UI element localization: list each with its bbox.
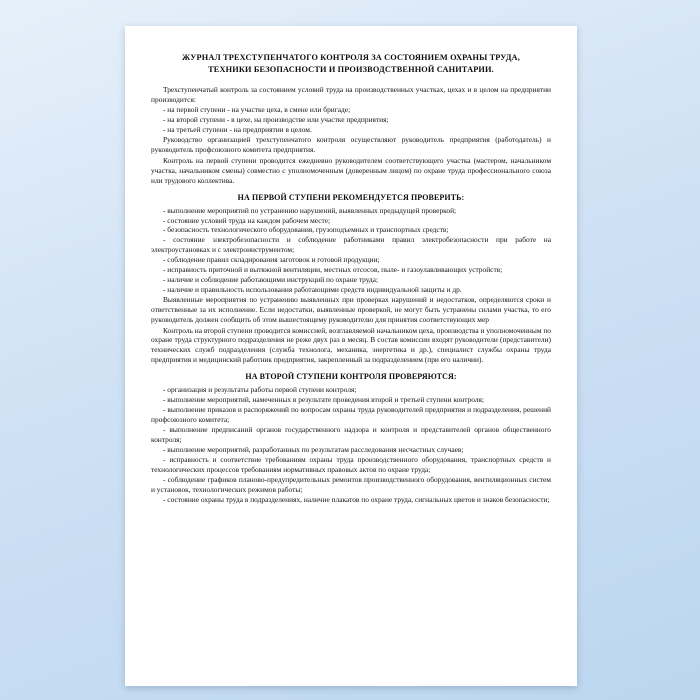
section-one-after-paragraph-1: Выявленные мероприятия по устранению выявленных при проверках нарушений и недостатков, определяются сроки и ответственные за их исполнение. Если недостатки, выявленные проверкой, не могут быть устранены силами участка, то его руководитель должен сообщить об этом вышестоящему руководителю для принятия соответствующих мер bbox=[151, 295, 551, 325]
section-two-item-8: - состояние охраны труда в подразделениях, наличие плакатов по охране труда, сигнальных цветов и знаков безопасности; bbox=[163, 494, 550, 504]
document-title-line-1: ЖУРНАЛ ТРЕХСТУПЕНЧАТОГО КОНТРОЛЯ ЗА СОСТОЯНИЕМ ОХРАНЫ ТРУДА, bbox=[182, 53, 520, 62]
section-one-item-1: - выполнение мероприятий по устранению нарушений, выявленных предыдущей проверкой; bbox=[163, 205, 457, 215]
section-one-item-6: - исправность приточной и вытяжной вентиляции, местных отсосов, пыле- и газоулавливающих устройств; bbox=[163, 265, 503, 275]
section-two-item-1: - организация и результаты работы первой ступени контроля; bbox=[163, 385, 357, 395]
intro-block bbox=[151, 85, 551, 186]
section-one-item-4: - состояние электробезопасности и соблюдение работниками правил электробезопасности при работе на электроустановках и с электроинструментом; bbox=[151, 235, 551, 255]
document-title bbox=[153, 52, 549, 76]
section-one-after-paragraph-2: Контроль на второй ступени проводится комиссией, возглавляемой начальником цеха, производства и уполномоченным по охране труда структурного подразделения не реже двух раз в месяц. В состав комиссии входят руководители (представители) технических служб подразделения (служба технолога, механика, энергетика и др.), специалист службы охраны труда предприятия и медицинский работник предприятия, закрепленный за подразделением (при его наличии). bbox=[151, 325, 551, 365]
intro-level-2: - на второй ступени - в цехе, на производстве или участке предприятия; bbox=[163, 115, 389, 125]
intro-paragraph-2: Контроль на первой ступени проводится ежедневно руководителем соответствующего участка (мастером, начальником участка, начальником смены) совместно с уполномоченным (доверенным лицом) по охране труда профессионального союза или трудового коллектива. bbox=[151, 155, 551, 185]
section-two-items bbox=[151, 385, 551, 504]
section-two-item-6: - исправность и соответствие требованиям охраны труда производственного оборудования, транспортных средств и технологических процессов требованиям нормативных правовых актов по охране труда; bbox=[151, 454, 551, 474]
section-two-heading: НА ВТОРОЙ СТУПЕНИ КОНТРОЛЯ ПРОВЕРЯЮТСЯ: bbox=[245, 372, 457, 382]
section-one-item-7: - наличие и соблюдение работающими инструкций по охране труда; bbox=[163, 275, 379, 285]
section-one-item-2: - состояние условий труда на каждом рабочем месте; bbox=[163, 215, 331, 225]
document-sheet bbox=[125, 26, 577, 686]
section-two-item-4: - выполнение предписаний органов государственного надзора и контроля и представителей органов общественного контроля; bbox=[151, 425, 551, 445]
section-two-item-7: - соблюдение графиков планово-предупредительных ремонтов производственного оборудования, вентиляционных систем и установок, технологических режимов работы; bbox=[151, 474, 551, 494]
intro-paragraph-1: Руководство организацией трехступенчатого контроля осуществляют руководитель предприятия (работодатель) и руководитель профсоюзного комитета предприятия. bbox=[151, 135, 551, 155]
section-one-items bbox=[151, 206, 551, 366]
intro-lead: Трехступенчатый контроль за состоянием условий труда на производственных участках, цехах и в целом на предприятии производится: bbox=[151, 85, 551, 104]
intro-level-1: - на первой ступени - на участке цеха, в смене или бригаде; bbox=[163, 105, 351, 115]
section-two-item-5: - выполнение мероприятий, разработанных по результатам расследования несчастных случаев; bbox=[163, 445, 464, 455]
section-one-item-8: - наличие и правильность использования работающими средств индивидуальной защиты и др. bbox=[163, 285, 462, 295]
section-one-item-5: - соблюдение правил складирования заготовок и готовой продукции; bbox=[163, 255, 380, 265]
section-two-item-3: - выполнение приказов и распоряжений по вопросам охраны труда руководителей предприятия и подразделения, решений профсоюзного комитета; bbox=[151, 405, 551, 425]
section-two-item-2: - выполнение мероприятий, намеченных в результате проведения второй и третьей ступени контроля; bbox=[163, 395, 484, 405]
section-one-heading: НА ПЕРВОЙ СТУПЕНИ РЕКОМЕНДУЕТСЯ ПРОВЕРИТЬ: bbox=[237, 192, 465, 202]
document-title-line-2: ТЕХНИКИ БЕЗОПАСНОСТИ И ПРОИЗВОДСТВЕННОЙ САНИТАРИИ. bbox=[208, 65, 494, 75]
intro-level-3: - на третьей ступени - на предприятии в целом. bbox=[163, 125, 312, 135]
section-one-item-3: - безопасность технологического оборудования, грузоподъемных и транспортных средств; bbox=[163, 225, 449, 235]
